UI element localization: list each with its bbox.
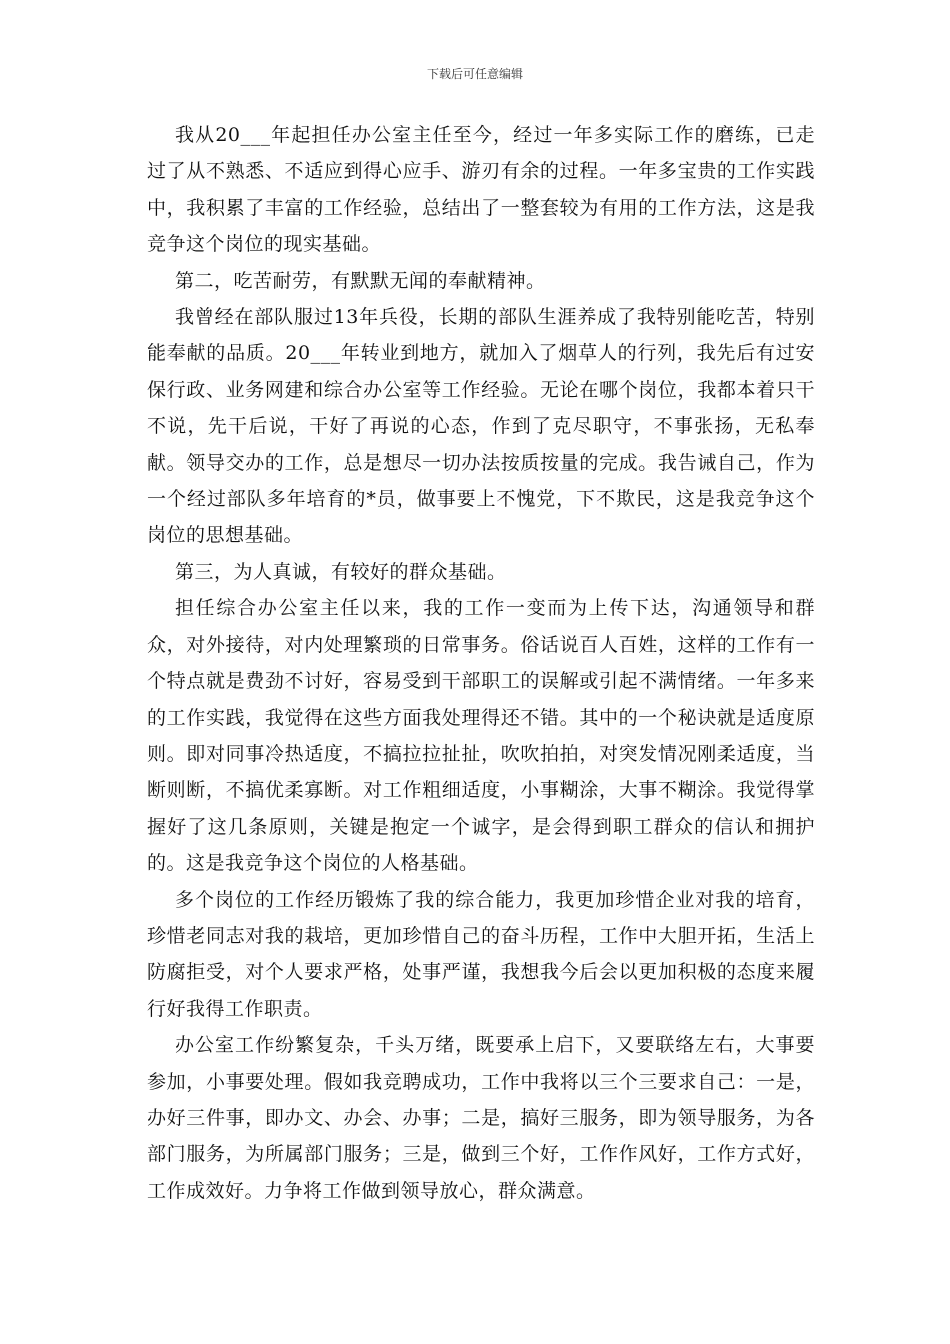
paragraph-2-heading: 第二，吃苦耐劳，有默默无闻的奉献精神。 [175,269,546,292]
paragraph-7: 办公室工作纷繁复杂，千头万绪，既要承上启下，又要联络左右，大事要参加，小事要处理。假如我竞聘成功，工作中我将以三个三要求自己：一是，办好三件事，即办文、办会、办事；二是，搞好三服务，即为领导服务，为各部门服务，为所属部门服务；三是，做到三个好，工作作风好，工作方式好，工作成效好。力争将工作做到领导放心，群众满意。 [147,1034,815,1202]
document-body [147,117,815,1209]
paragraph-6: 多个岗位的工作经历锻炼了我的综合能力，我更加珍惜企业对我的培育，珍惜老同志对我的栽培，更加珍惜自己的奋斗历程，工作中大胆开拓，生活上防腐拒受，对个人要求严格，处事严谨，我想我今后会以更加积极的态度来履行好我得工作职责。 [147,888,815,1020]
paragraph-1: 我从20___年起担任办公室主任至今，经过一年多实际工作的磨练，已走过了从不熟悉、不适应到得心应手、游刃有余的过程。一年多宝贵的工作实践中，我积累了丰富的工作经验，总结出了一整套较为有用的工作方法，这是我竞争这个岗位的现实基础。 [147,124,815,256]
paragraph-5: 担任综合办公室主任以来，我的工作一变而为上传下达，沟通领导和群众，对外接待，对内处理繁琐的日常事务。俗话说百人百姓，这样的工作有一个特点就是费劲不讨好，容易受到干部职工的误解或引起不满情绪。一年多来的工作实践，我觉得在这些方面我处理得还不错。其中的一个秘诀就是适度原则。即对同事冷热适度，不搞拉拉扯扯，吹吹拍拍，对突发情况刚柔适度，当断则断，不搞优柔寡断。对工作粗细适度，小事糊涂，大事不糊涂。我觉得掌握好了这几条原则，关键是抱定一个诚字，是会得到职工群众的信认和拥护的。这是我竞争这个岗位的人格基础。 [147,597,815,875]
page-header: 下载后可任意编辑 [426,67,523,81]
paragraph-4-heading: 第三，为人真诚，有较好的群众基础。 [175,560,507,583]
paragraph-3: 我曾经在部队服过13年兵役，长期的部队生涯养成了我特别能吃苦，特别能奉献的品质。20___年转业到地方，就加入了烟草人的行列，我先后有过安保行政、业务网建和综合办公室等工作经验。无论在哪个岗位，我都本着只干不说，先干后说，干好了再说的心态，作到了克尽职守，不事张扬，无私奉献。领导交办的工作，总是想尽一切办法按质按量的完成。我告诫自己，作为一个经过部队多年培育的*员，做事要上不愧党，下不欺民，这是我竞争这个岗位的思想基础。 [147,306,815,547]
